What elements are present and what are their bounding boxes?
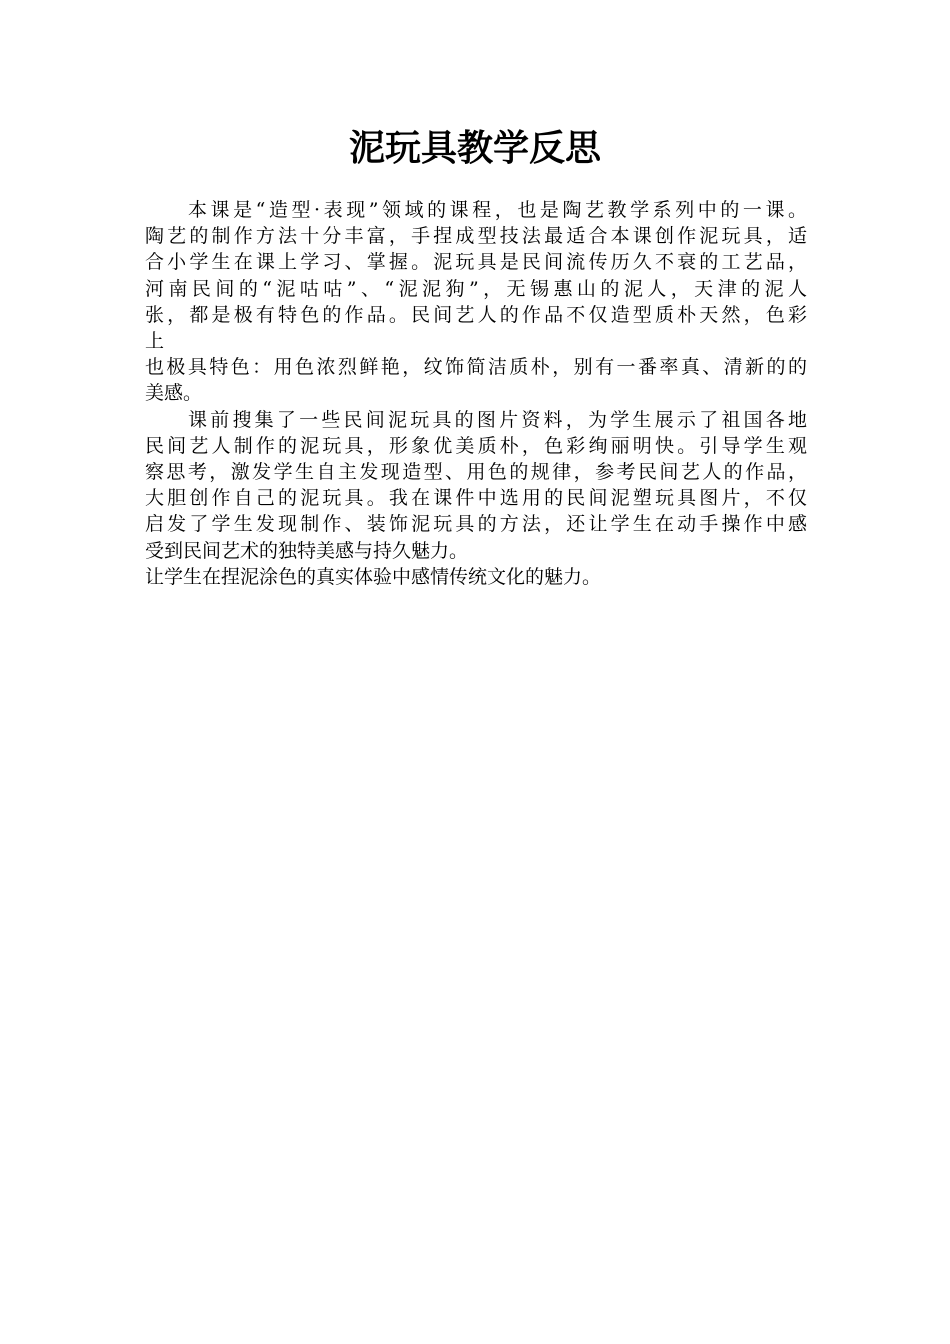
text-line: 本课是“造型·表现”领域的课程，也是陶艺教学系列中的一课。 [188, 199, 807, 221]
document-body [145, 197, 807, 590]
text-line: 受到民间艺术的独特美感与持久魅力。 [145, 539, 469, 562]
text-line: 大胆创作自己的泥玩具。我在课件中选用的民间泥塑玩具图片，不仅 [145, 487, 807, 510]
text-line: 合小学生在课上学习、掌握。泥玩具是民间流传历久不衰的工艺品， [145, 251, 807, 274]
text-line: 美感。 [145, 382, 203, 405]
text-line: 陶艺的制作方法十分丰富，手捏成型技法最适合本课创作泥玩具，适 [145, 225, 807, 248]
text-line: 民间艺人制作的泥玩具，形象优美质朴，色彩绚丽明快。引导学生观 [145, 434, 807, 457]
text-line: 察思考，激发学生自主发现造型、用色的规律，参考民间艺人的作品， [145, 461, 807, 484]
text-line: 课前搜集了一些民间泥玩具的图片资料，为学生展示了祖国各地 [188, 408, 807, 431]
document-title: 泥玩具教学反思 [348, 128, 601, 169]
text-line: 上 [145, 330, 165, 353]
text-line: 让学生在捏泥涂色的真实体验中感情传统文化的魅力。 [145, 565, 602, 588]
text-line: 也极具特色：用色浓烈鲜艳，纹饰简洁质朴，别有一番率真、清新的的 [145, 356, 807, 379]
text-line: 张，都是极有特色的作品。民间艺人的作品不仅造型质朴天然，色彩 [145, 303, 807, 326]
text-line: 河南民间的“泥咕咕”、“泥泥狗”，无锡惠山的泥人，天津的泥人 [145, 277, 807, 300]
text-line: 启发了学生发现制作、装饰泥玩具的方法，还让学生在动手操作中感 [145, 513, 807, 536]
